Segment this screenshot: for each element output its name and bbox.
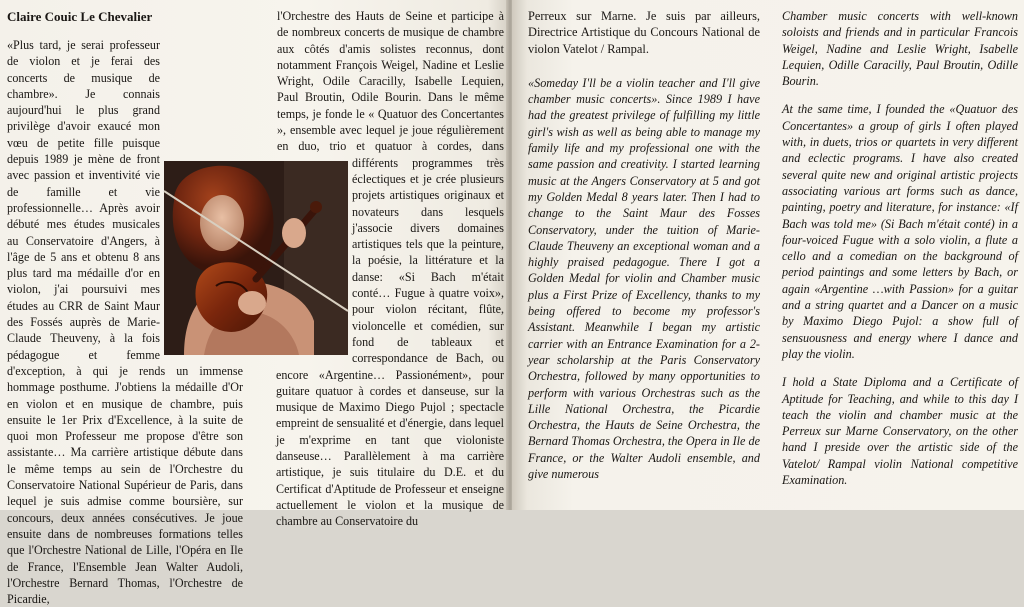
biography-english-part-1: «Someday I'll be a violin teacher and I'll give chamber music concerts». Since 1989 I have had the greatest privilege of fulfilling my little girl's wish as well as being able to manage my family life and my professional one with the same passion and creativity. I started learning music at the Angers Conservatory at 5 and got my Golden Medal 8 years later. Then I had to change to the Saint Maur des Fosses Conservatory, under the tuition of Marie-Claude Theuveny an exceptional woman and a highly praised pedagogue. There I got a Golden Medal for violin and Chamber music plus a First Prize of Excellency, thanks to my being offered to become my professor's Assistant. Meanwhile I began my artistic carrier with an Entrance Examination for a 2-year scholarship at the Paris Conservatory Orchestra, followed by many opportunities to perform with various Orchestras such as the Lille National Orchestra, the Picardie Orchestra, the Hauts de Seine Orchestra, the Bernard Thomas Orchestra, the Opera in Ile de France, or the Walter Audoli ensemble, and give numerous [528,75,760,482]
biography-english-part-3: At the same time, I founded the «Quatuor des Concertantes» a group of girls I often played with, in duets, trios or quartets in very different and eclectic programs. I have also created several quite new and original artistic projects associating various art forms such as dance, painting, poetry and literature, for instance: «If Bach was told me» (Si Bach m'était conté) in a four-voiced Fugue with a solo violin, a flute a cello and a comedian on the background of period paintings and some letters by Bach, or again «Argentine …with Passion» for a guitar and a string quartet and a Dancer on a music by Maximo Diego Pujol: a show full of sensuousness and energy where I dance and play the violin. [782,102,1018,361]
biography-english-part-4: I hold a State Diploma and a Certificate of Aptitude for Teaching, and while to this day I teach the violin and chamber music at the Perreux sur Marne Conservatory, on the other hand I preside over the artistic side of the Vatelot/ Rampal violin National competitive Examination. [782,375,1018,488]
artist-name-heading: Claire Couic Le Chevalier [7,9,153,24]
biography-english-part-2: Chamber music concerts with well-known soloists and friends and in particular Francois Weigel, Nadine and Leslie Wright, Isabelle Lequien, Odille Caracilly, Paul Broutin, Odille Bourin. [782,9,1018,89]
violinist-illustration [164,161,348,355]
right-column-1 [528,8,760,482]
biography-french-part-2: l'Orchestre des Hauts de Seine et participe à de nombreux concerts de musique de chambre aux côtés d'amis solistes reconnus, dont notamment François Weigel, Nadine et Leslie Wright, Odile Caracilly, Isabelle Lequien, Paul Broutin, Odile Bourin. Dans le même temps, je fonde le « Quatuor des Concertantes », ensemble avec lequel je joue régulièrement en duo, trio et quatuor à cordes, dans différents programmes très éclectiques et je crée plusieurs projets artistiques originaux et novateurs dans lesquels j'associe divers domaines artistiques tels que la peinture, la poésie, la littérature et la danse: «Si Bach m'était conté… Fugue à quatre voix», pour violon récitant, flûte, violoncelle et comédien, sur fond de tableaux et correspondance de Bach, ou encore «Argentine… Passionément», pour guitare quatuor à cordes et danseuse, sur la musique de Maximo Diego Pujol ; spectacle empreint de sensualité et d'énergie, dans lequel je m'exprime en tant que violoniste danseuse… Parallèlement à ma carrière artistique, je suis titulaire du D.E. et du Certificat d'Aptitude de Professeur et enseigne actuellement le violon et la musique de chambre au Conservatoire du [276,9,504,529]
biography-french-part-1: «Plus tard, je serai professeur de violon et je ferai des concerts de musique de chambre». Je connais aujourd'hui le plus grand privilège d'avoir exaucé mon vœu de petite fille puisque depuis 1989 je mène de front avec passion et inventivité vie de famille et vie professionnelle… Après avoir débuté mes études musicales au Conservatoire d'Angers, à l'âge de 5 ans et obtenu 8 ans plus tard ma médaille d'or en violon, j'ai poursuivi mes études au CRR de Saint Maur des Fossés auprès de Marie-Claude Theuveny, à la fois pédagogue et femme d'exception, à qui je rends un immense hommage posthume. J'obtiens la médaille d'Or en violon et en musique de chambre, puis ensuite le 1er Prix d'Excellence, à la suite de quoi mon Professeur me propose d'être son assistante… Ma carrière artistique débute dans le même temps au sein de l'Orchestre du Conservatoire National Supérieur de Paris, dans lequel je suis admise comme boursière, sur concours, deux années consécutives. Je joue ensuite dans de nombreuses formations telles que l'Orchestre National de Lille, l'Opéra en Ile de France, l'Ensemble Jean Walter Audoli, l'Orchestre Bernard Thomas, l'Orchestre de Picardie, [7,38,243,607]
biography-french-part-3: Perreux sur Marne. Je suis par ailleurs, Directrice Artistique du Concours National de violon Vatelot / Rampal. [528,9,760,56]
right-column-2 [782,8,1018,500]
left-page [0,0,508,607]
violinist-photo [164,161,348,355]
